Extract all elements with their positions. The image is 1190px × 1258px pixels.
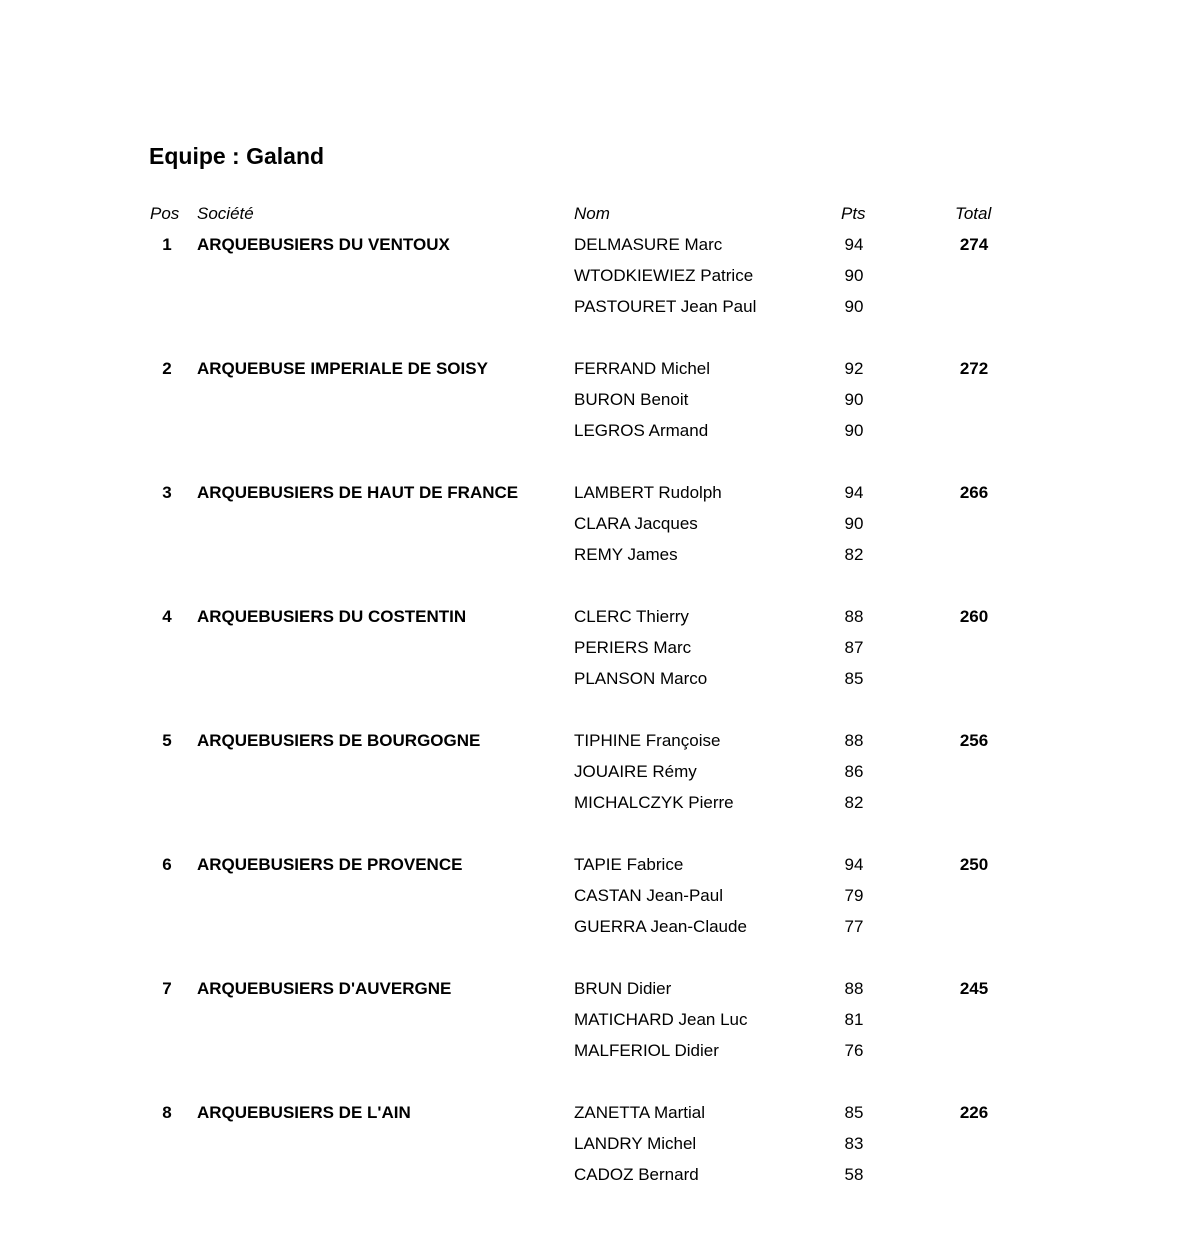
member-name: GUERRA Jean-Claude [574,917,747,936]
table-row [0,389,1190,411]
member-points: 94 [844,855,864,874]
member-points: 92 [844,359,864,378]
member-name: ZANETTA Martial [574,1103,705,1122]
table-row [0,637,1190,659]
member-points: 85 [844,669,864,688]
member-name: DELMASURE Marc [574,235,723,254]
member-points: 90 [844,514,864,533]
team-societe: ARQUEBUSIERS DE HAUT DE FRANCE [197,483,519,502]
team-total: 274 [959,235,989,254]
member-points: 77 [844,917,864,936]
member-points: 90 [844,421,864,440]
team-total: 272 [959,359,989,378]
team-position: 4 [162,607,172,626]
team-position: 3 [162,483,172,502]
team-block [0,854,1190,950]
table-row [0,668,1190,690]
table-row [0,544,1190,566]
table-row [0,420,1190,442]
team-position: 6 [162,855,172,874]
member-name: PASTOURET Jean Paul [574,297,757,316]
table-row [0,978,1190,1000]
table-header [0,203,1190,225]
team-total: 245 [959,979,989,998]
header-societe: Société [197,204,254,223]
table-row [0,265,1190,287]
table-row [0,916,1190,938]
team-total: 266 [959,483,989,502]
team-position: 5 [162,731,172,750]
team-societe: ARQUEBUSIERS DU VENTOUX [197,235,450,254]
table-row [0,1102,1190,1124]
team-societe: ARQUEBUSE IMPERIALE DE SOISY [197,359,488,378]
member-points: 85 [844,1103,864,1122]
member-points: 58 [844,1165,864,1184]
member-name: LANDRY Michel [574,1134,697,1153]
member-name: BURON Benoit [574,390,689,409]
member-name: MATICHARD Jean Luc [574,1010,748,1029]
team-societe: ARQUEBUSIERS DE PROVENCE [197,855,463,874]
table-row [0,296,1190,318]
table-row [0,792,1190,814]
member-points: 90 [844,266,864,285]
member-name: PLANSON Marco [574,669,708,688]
team-block [0,482,1190,578]
member-name: CLARA Jacques [574,514,698,533]
table-row [0,1133,1190,1155]
header-pts: Pts [841,204,866,223]
table-row [0,730,1190,752]
member-name: LEGROS Armand [574,421,709,440]
team-position: 2 [162,359,172,378]
member-name: MICHALCZYK Pierre [574,793,734,812]
table-row [0,513,1190,535]
team-position: 8 [162,1103,172,1122]
member-points: 88 [844,731,864,750]
member-name: LAMBERT Rudolph [574,483,722,502]
member-points: 76 [844,1041,864,1060]
member-name: BRUN Didier [574,979,672,998]
member-points: 94 [844,483,864,502]
member-name: PERIERS Marc [574,638,692,657]
member-name: FERRAND Michel [574,359,711,378]
team-total: 250 [959,855,989,874]
team-societe: ARQUEBUSIERS DE L'AIN [197,1103,411,1122]
team-block [0,1102,1190,1198]
member-points: 87 [844,638,864,657]
member-points: 79 [844,886,864,905]
team-block [0,234,1190,330]
table-row [0,885,1190,907]
table-row [0,761,1190,783]
header-total: Total [955,204,992,223]
team-block [0,358,1190,454]
table-row [0,234,1190,256]
header-nom: Nom [574,204,610,223]
member-name: WTODKIEWIEZ Patrice [574,266,754,285]
member-points: 81 [844,1010,864,1029]
table-row [0,358,1190,380]
member-points: 82 [844,545,864,564]
table-row [0,1009,1190,1031]
team-societe: ARQUEBUSIERS D'AUVERGNE [197,979,452,998]
member-points: 94 [844,235,864,254]
member-points: 88 [844,979,864,998]
team-block [0,978,1190,1074]
header-pos: Pos [150,204,180,223]
team-total: 260 [959,607,989,626]
team-total: 226 [959,1103,989,1122]
team-societe: ARQUEBUSIERS DE BOURGOGNE [197,731,481,750]
member-points: 82 [844,793,864,812]
team-total: 256 [959,731,989,750]
member-points: 90 [844,297,864,316]
team-position: 7 [162,979,172,998]
page-title: Equipe : Galand [149,143,325,169]
team-block [0,606,1190,702]
member-name: TIPHINE Françoise [574,731,721,750]
team-societe: ARQUEBUSIERS DU COSTENTIN [197,607,467,626]
member-name: JOUAIRE Rémy [574,762,697,781]
table-row [0,1040,1190,1062]
table-row [0,606,1190,628]
member-points: 86 [844,762,864,781]
member-name: MALFERIOL Didier [574,1041,719,1060]
team-position: 1 [162,235,172,254]
member-name: CASTAN Jean-Paul [574,886,723,905]
member-name: TAPIE Fabrice [574,855,684,874]
member-name: REMY James [574,545,678,564]
team-block [0,730,1190,826]
member-points: 83 [844,1134,864,1153]
member-name: CLERC Thierry [574,607,689,626]
table-row [0,482,1190,504]
member-points: 88 [844,607,864,626]
member-points: 90 [844,390,864,409]
member-name: CADOZ Bernard [574,1165,699,1184]
table-row [0,854,1190,876]
table-row [0,1164,1190,1186]
